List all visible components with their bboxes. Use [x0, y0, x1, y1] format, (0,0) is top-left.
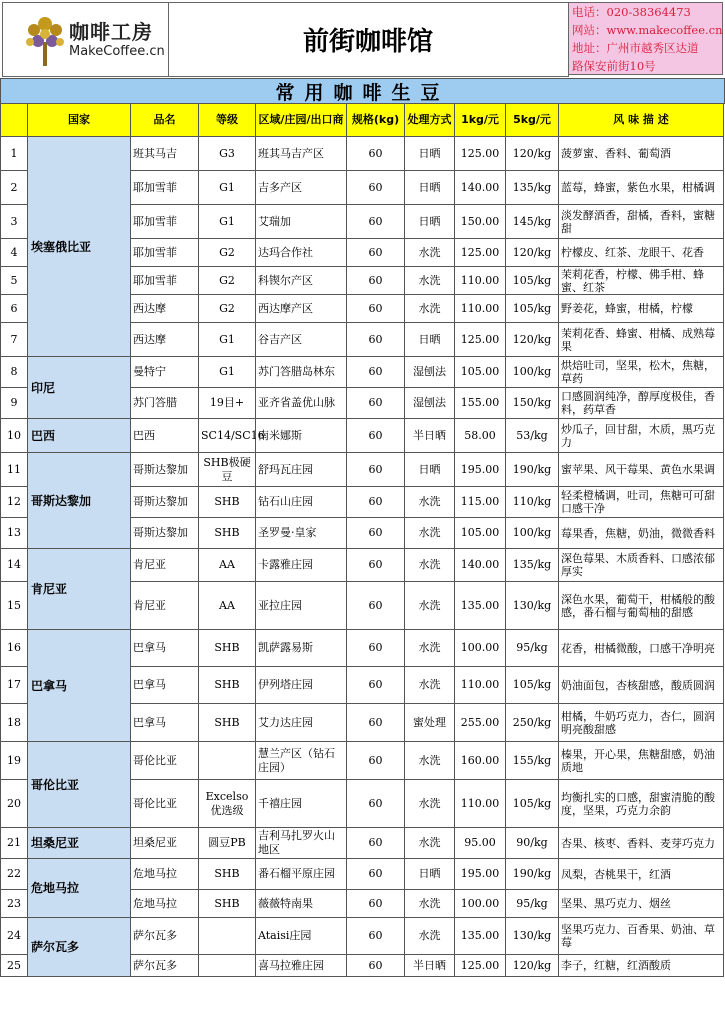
price-5kg: 105/kg	[506, 267, 559, 295]
region: 谷吉产区	[256, 323, 347, 357]
price-1kg: 125.00	[455, 239, 506, 267]
flavor: 蓝莓，蜂蜜，紫色水果，柑橘调	[559, 171, 724, 205]
grade: G1	[199, 171, 256, 205]
logo-cn-text: 咖啡工房	[69, 20, 153, 44]
row-number: 4	[1, 239, 28, 267]
price-5kg: 190/kg	[506, 859, 559, 890]
table-row	[1, 549, 724, 582]
bean-name: 曼特宁	[131, 357, 199, 388]
region: 舒玛瓦庄园	[256, 453, 347, 487]
price-5kg: 120/kg	[506, 137, 559, 171]
grade: 圆豆PB	[199, 828, 256, 859]
bean-name: 西达摩	[131, 323, 199, 357]
flavor: 奶油面包，杏核甜感，酸质圆润	[559, 667, 724, 704]
table-row	[1, 137, 724, 171]
grade: G2	[199, 267, 256, 295]
header-price-1kg: 1kg/元	[455, 104, 506, 137]
bean-name: 西达摩	[131, 295, 199, 323]
process: 水洗	[405, 630, 455, 667]
row-number: 20	[1, 780, 28, 828]
spec: 60	[347, 388, 405, 419]
grade	[199, 955, 256, 977]
row-number: 5	[1, 267, 28, 295]
row-number: 10	[1, 419, 28, 453]
spec: 60	[347, 267, 405, 295]
header	[0, 0, 725, 78]
spec: 60	[347, 137, 405, 171]
price-5kg: 190/kg	[506, 453, 559, 487]
flavor: 柑橘，牛奶巧克力，杏仁，圆润明亮酸甜感	[559, 704, 724, 742]
process: 日晒	[405, 859, 455, 890]
price-1kg: 110.00	[455, 667, 506, 704]
country-cell: 肯尼亚	[28, 549, 131, 630]
price-1kg: 110.00	[455, 295, 506, 323]
process: 日晒	[405, 137, 455, 171]
bean-name: 哥伦比亚	[131, 742, 199, 780]
table-row	[1, 918, 724, 955]
region: 慧兰产区（钻石庄园）	[256, 742, 347, 780]
spec: 60	[347, 357, 405, 388]
bean-name: 危地马拉	[131, 859, 199, 890]
flavor: 李子，红糖，红酒酸质	[559, 955, 724, 977]
spec: 60	[347, 780, 405, 828]
region: 卡露雅庄园	[256, 549, 347, 582]
header-region: 区域/庄园/出口商	[256, 104, 347, 137]
grade: G2	[199, 295, 256, 323]
bean-name: 班其马吉	[131, 137, 199, 171]
spec: 60	[347, 205, 405, 239]
region: 喜马拉雅庄园	[256, 955, 347, 977]
shop-name: 前街咖啡馆	[168, 2, 569, 77]
flavor: 淡发酵酒香，甜橘，香料，蜜糖甜	[559, 205, 724, 239]
process: 日晒	[405, 453, 455, 487]
country-cell: 哥斯达黎加	[28, 453, 131, 549]
region: 亚拉庄园	[256, 582, 347, 630]
price-1kg: 195.00	[455, 453, 506, 487]
row-number: 11	[1, 453, 28, 487]
row-number: 23	[1, 890, 28, 918]
price-1kg: 115.00	[455, 487, 506, 518]
bean-name: 肯尼亚	[131, 582, 199, 630]
price-1kg: 155.00	[455, 388, 506, 419]
country-cell: 危地马拉	[28, 859, 131, 918]
row-number: 24	[1, 918, 28, 955]
price-5kg: 155/kg	[506, 742, 559, 780]
grade: G3	[199, 137, 256, 171]
price-5kg: 120/kg	[506, 955, 559, 977]
page-title: 常用咖啡生豆	[0, 78, 725, 104]
grade: SHB	[199, 487, 256, 518]
region: 钻石山庄园	[256, 487, 347, 518]
process: 蜜处理	[405, 704, 455, 742]
price-1kg: 125.00	[455, 137, 506, 171]
spec: 60	[347, 742, 405, 780]
flavor: 茉莉花香、蜂蜜、柑橘、成熟莓果	[559, 323, 724, 357]
bean-name: 萨尔瓦多	[131, 918, 199, 955]
row-number: 19	[1, 742, 28, 780]
bean-name: 耶加雪菲	[131, 205, 199, 239]
grade	[199, 918, 256, 955]
row-number: 22	[1, 859, 28, 890]
grade: SHB极硬豆	[199, 453, 256, 487]
region: 艾力达庄园	[256, 704, 347, 742]
grade: 19目+	[199, 388, 256, 419]
flavor: 花香，柑橘微酸，口感干净明亮	[559, 630, 724, 667]
table-row	[1, 419, 724, 453]
row-number: 8	[1, 357, 28, 388]
process: 半日晒	[405, 419, 455, 453]
process: 日晒	[405, 171, 455, 205]
bean-name: 巴拿马	[131, 704, 199, 742]
table-body	[1, 137, 724, 977]
spec: 60	[347, 955, 405, 977]
flavor: 坚果巧克力、百香果、奶油、草莓	[559, 918, 724, 955]
price-5kg: 100/kg	[506, 357, 559, 388]
price-5kg: 130/kg	[506, 918, 559, 955]
spec: 60	[347, 295, 405, 323]
spec: 60	[347, 171, 405, 205]
bean-name: 肯尼亚	[131, 549, 199, 582]
bean-name: 哥斯达黎加	[131, 518, 199, 549]
price-5kg: 105/kg	[506, 780, 559, 828]
region: 苏门答腊岛林东	[256, 357, 347, 388]
process: 水洗	[405, 780, 455, 828]
grade: SHB	[199, 859, 256, 890]
grade: SHB	[199, 890, 256, 918]
price-1kg: 135.00	[455, 918, 506, 955]
region: 千禧庄园	[256, 780, 347, 828]
bean-name: 巴西	[131, 419, 199, 453]
logo-en-text: MakeCoffee.cn	[69, 44, 165, 59]
grade	[199, 742, 256, 780]
price-5kg: 150/kg	[506, 388, 559, 419]
region: 亚齐省盖优山脉	[256, 388, 347, 419]
process: 水洗	[405, 890, 455, 918]
flavor: 深色水果，葡萄干，柑橘般的酸感，番石榴与葡萄柚的甜感	[559, 582, 724, 630]
price-1kg: 135.00	[455, 582, 506, 630]
price-1kg: 110.00	[455, 267, 506, 295]
region: 凯萨露易斯	[256, 630, 347, 667]
price-1kg: 58.00	[455, 419, 506, 453]
bean-table	[0, 103, 724, 977]
spec: 60	[347, 323, 405, 357]
header-country: 国家	[28, 104, 131, 137]
spec: 60	[347, 582, 405, 630]
price-1kg: 105.00	[455, 357, 506, 388]
table-header-row	[1, 104, 724, 137]
country-cell: 印尼	[28, 357, 131, 419]
spec: 60	[347, 518, 405, 549]
process: 半日晒	[405, 955, 455, 977]
flavor: 烘焙吐司，坚果，松木，焦糖，草药	[559, 357, 724, 388]
header-no	[1, 104, 28, 137]
price-5kg: 120/kg	[506, 239, 559, 267]
flavor: 杏果、核枣、香料、麦芽巧克力	[559, 828, 724, 859]
row-number: 14	[1, 549, 28, 582]
grade: AA	[199, 582, 256, 630]
price-1kg: 95.00	[455, 828, 506, 859]
grade: SHB	[199, 518, 256, 549]
flavor: 凤梨，杏桃果干，红酒	[559, 859, 724, 890]
bean-name: 耶加雪菲	[131, 239, 199, 267]
country-cell: 哥伦比亚	[28, 742, 131, 828]
price-1kg: 100.00	[455, 630, 506, 667]
process: 水洗	[405, 549, 455, 582]
grade: G1	[199, 323, 256, 357]
spec: 60	[347, 667, 405, 704]
country-cell: 巴拿马	[28, 630, 131, 742]
bean-name: 巴拿马	[131, 630, 199, 667]
region: Ataisi庄园	[256, 918, 347, 955]
row-number: 21	[1, 828, 28, 859]
contact-phone: 电话：020-38364473	[572, 5, 691, 19]
country-cell: 巴西	[28, 419, 131, 453]
region: 吉多产区	[256, 171, 347, 205]
bean-name: 哥斯达黎加	[131, 487, 199, 518]
grade: G1	[199, 357, 256, 388]
price-5kg: 110/kg	[506, 487, 559, 518]
flavor: 茉莉花香，柠檬、佛手柑、蜂蜜、红茶	[559, 267, 724, 295]
header-process: 处理方式	[405, 104, 455, 137]
bean-name: 耶加雪菲	[131, 267, 199, 295]
header-spec: 规格(kg)	[347, 104, 405, 137]
logo	[2, 2, 169, 77]
price-1kg: 100.00	[455, 890, 506, 918]
flavor: 均衡扎实的口感，甜蜜清脆的酸度，坚果，巧克力余韵	[559, 780, 724, 828]
process: 水洗	[405, 828, 455, 859]
spec: 60	[347, 890, 405, 918]
price-5kg: 90/kg	[506, 828, 559, 859]
contact-address-line1: 地址：广州市越秀区达道	[572, 41, 699, 55]
price-1kg: 110.00	[455, 780, 506, 828]
spec: 60	[347, 859, 405, 890]
grade: SC14/SC16	[199, 419, 256, 453]
price-1kg: 160.00	[455, 742, 506, 780]
bean-name: 哥斯达黎加	[131, 453, 199, 487]
coffee-tree-icon	[23, 12, 67, 68]
price-1kg: 140.00	[455, 549, 506, 582]
flavor: 轻柔橙橘调，吐司，焦糖可可甜口感干净	[559, 487, 724, 518]
region: 西达摩产区	[256, 295, 347, 323]
row-number: 2	[1, 171, 28, 205]
price-5kg: 145/kg	[506, 205, 559, 239]
row-number: 6	[1, 295, 28, 323]
bean-name: 巴拿马	[131, 667, 199, 704]
row-number: 7	[1, 323, 28, 357]
price-1kg: 150.00	[455, 205, 506, 239]
row-number: 18	[1, 704, 28, 742]
table-row	[1, 630, 724, 667]
grade: SHB	[199, 667, 256, 704]
price-5kg: 135/kg	[506, 171, 559, 205]
flavor: 坚果、黑巧克力、烟丝	[559, 890, 724, 918]
flavor: 深色莓果、木质香料、口感浓郁厚实	[559, 549, 724, 582]
price-5kg: 250/kg	[506, 704, 559, 742]
spec: 60	[347, 419, 405, 453]
price-5kg: 95/kg	[506, 630, 559, 667]
grade: AA	[199, 549, 256, 582]
grade: G2	[199, 239, 256, 267]
process: 日晒	[405, 323, 455, 357]
price-5kg: 95/kg	[506, 890, 559, 918]
region: 圣罗曼·皇家	[256, 518, 347, 549]
process: 水洗	[405, 239, 455, 267]
row-number: 3	[1, 205, 28, 239]
table-row	[1, 453, 724, 487]
header-grade: 等级	[199, 104, 256, 137]
grade: SHB	[199, 704, 256, 742]
row-number: 1	[1, 137, 28, 171]
flavor: 蜜苹果、风干莓果、黄色水果调	[559, 453, 724, 487]
row-number: 12	[1, 487, 28, 518]
price-1kg: 140.00	[455, 171, 506, 205]
process: 水洗	[405, 518, 455, 549]
process: 湿刨法	[405, 357, 455, 388]
bean-name: 哥伦比亚	[131, 780, 199, 828]
process: 湿刨法	[405, 388, 455, 419]
region: 吉利马扎罗火山地区	[256, 828, 347, 859]
region: 艾瑞加	[256, 205, 347, 239]
table-row	[1, 742, 724, 780]
region: 番石榴平原庄园	[256, 859, 347, 890]
spec: 60	[347, 828, 405, 859]
price-5kg: 135/kg	[506, 549, 559, 582]
region: 班其马吉产区	[256, 137, 347, 171]
spec: 60	[347, 239, 405, 267]
flavor: 莓果香，焦糖，奶油，微微香料	[559, 518, 724, 549]
row-number: 25	[1, 955, 28, 977]
bean-name: 危地马拉	[131, 890, 199, 918]
contact-info	[569, 2, 723, 75]
process: 水洗	[405, 295, 455, 323]
process: 水洗	[405, 918, 455, 955]
spec: 60	[347, 630, 405, 667]
bean-name: 耶加雪菲	[131, 171, 199, 205]
table-row	[1, 859, 724, 890]
price-1kg: 105.00	[455, 518, 506, 549]
row-number: 15	[1, 582, 28, 630]
region: 南米娜斯	[256, 419, 347, 453]
spec: 60	[347, 487, 405, 518]
header-price-5kg: 5kg/元	[506, 104, 559, 137]
price-1kg: 125.00	[455, 323, 506, 357]
process: 日晒	[405, 205, 455, 239]
flavor: 炒瓜子，回甘甜，木质，黑巧克力	[559, 419, 724, 453]
row-number: 16	[1, 630, 28, 667]
contact-website: 网站：www.makecoffee.cn	[572, 23, 723, 37]
price-5kg: 130/kg	[506, 582, 559, 630]
spec: 60	[347, 549, 405, 582]
process: 水洗	[405, 742, 455, 780]
price-5kg: 120/kg	[506, 323, 559, 357]
grade: SHB	[199, 630, 256, 667]
process: 水洗	[405, 582, 455, 630]
table-row	[1, 828, 724, 859]
flavor: 菠萝蜜、香料、葡萄酒	[559, 137, 724, 171]
region: 伊列塔庄园	[256, 667, 347, 704]
grade: G1	[199, 205, 256, 239]
spec: 60	[347, 704, 405, 742]
country-cell: 萨尔瓦多	[28, 918, 131, 977]
grade: Excelso优选级	[199, 780, 256, 828]
country-cell: 坦桑尼亚	[28, 828, 131, 859]
contact-address-line2: 路保安前街10号	[572, 59, 656, 73]
price-1kg: 195.00	[455, 859, 506, 890]
spec: 60	[347, 918, 405, 955]
flavor: 榛果，开心果，焦糖甜感，奶油质地	[559, 742, 724, 780]
bean-name: 苏门答腊	[131, 388, 199, 419]
header-flavor: 风 味 描 述	[559, 104, 724, 137]
region: 科锲尔产区	[256, 267, 347, 295]
region: 达玛合作社	[256, 239, 347, 267]
spec: 60	[347, 453, 405, 487]
price-1kg: 125.00	[455, 955, 506, 977]
country-cell: 埃塞俄比亚	[28, 137, 131, 357]
row-number: 9	[1, 388, 28, 419]
row-number: 17	[1, 667, 28, 704]
price-5kg: 100/kg	[506, 518, 559, 549]
price-5kg: 53/kg	[506, 419, 559, 453]
header-name: 品名	[131, 104, 199, 137]
price-5kg: 105/kg	[506, 295, 559, 323]
price-5kg: 105/kg	[506, 667, 559, 704]
row-number: 13	[1, 518, 28, 549]
flavor: 野姜花，蜂蜜，柑橘，柠檬	[559, 295, 724, 323]
process: 水洗	[405, 667, 455, 704]
process: 水洗	[405, 267, 455, 295]
price-1kg: 255.00	[455, 704, 506, 742]
bean-name: 坦桑尼亚	[131, 828, 199, 859]
table-row	[1, 357, 724, 388]
process: 水洗	[405, 487, 455, 518]
flavor: 柠檬皮、红茶、龙眼干、花香	[559, 239, 724, 267]
bean-name: 萨尔瓦多	[131, 955, 199, 977]
flavor: 口感圆润纯净，醇厚度极佳，香料，药草香	[559, 388, 724, 419]
region: 薇薇特南果	[256, 890, 347, 918]
